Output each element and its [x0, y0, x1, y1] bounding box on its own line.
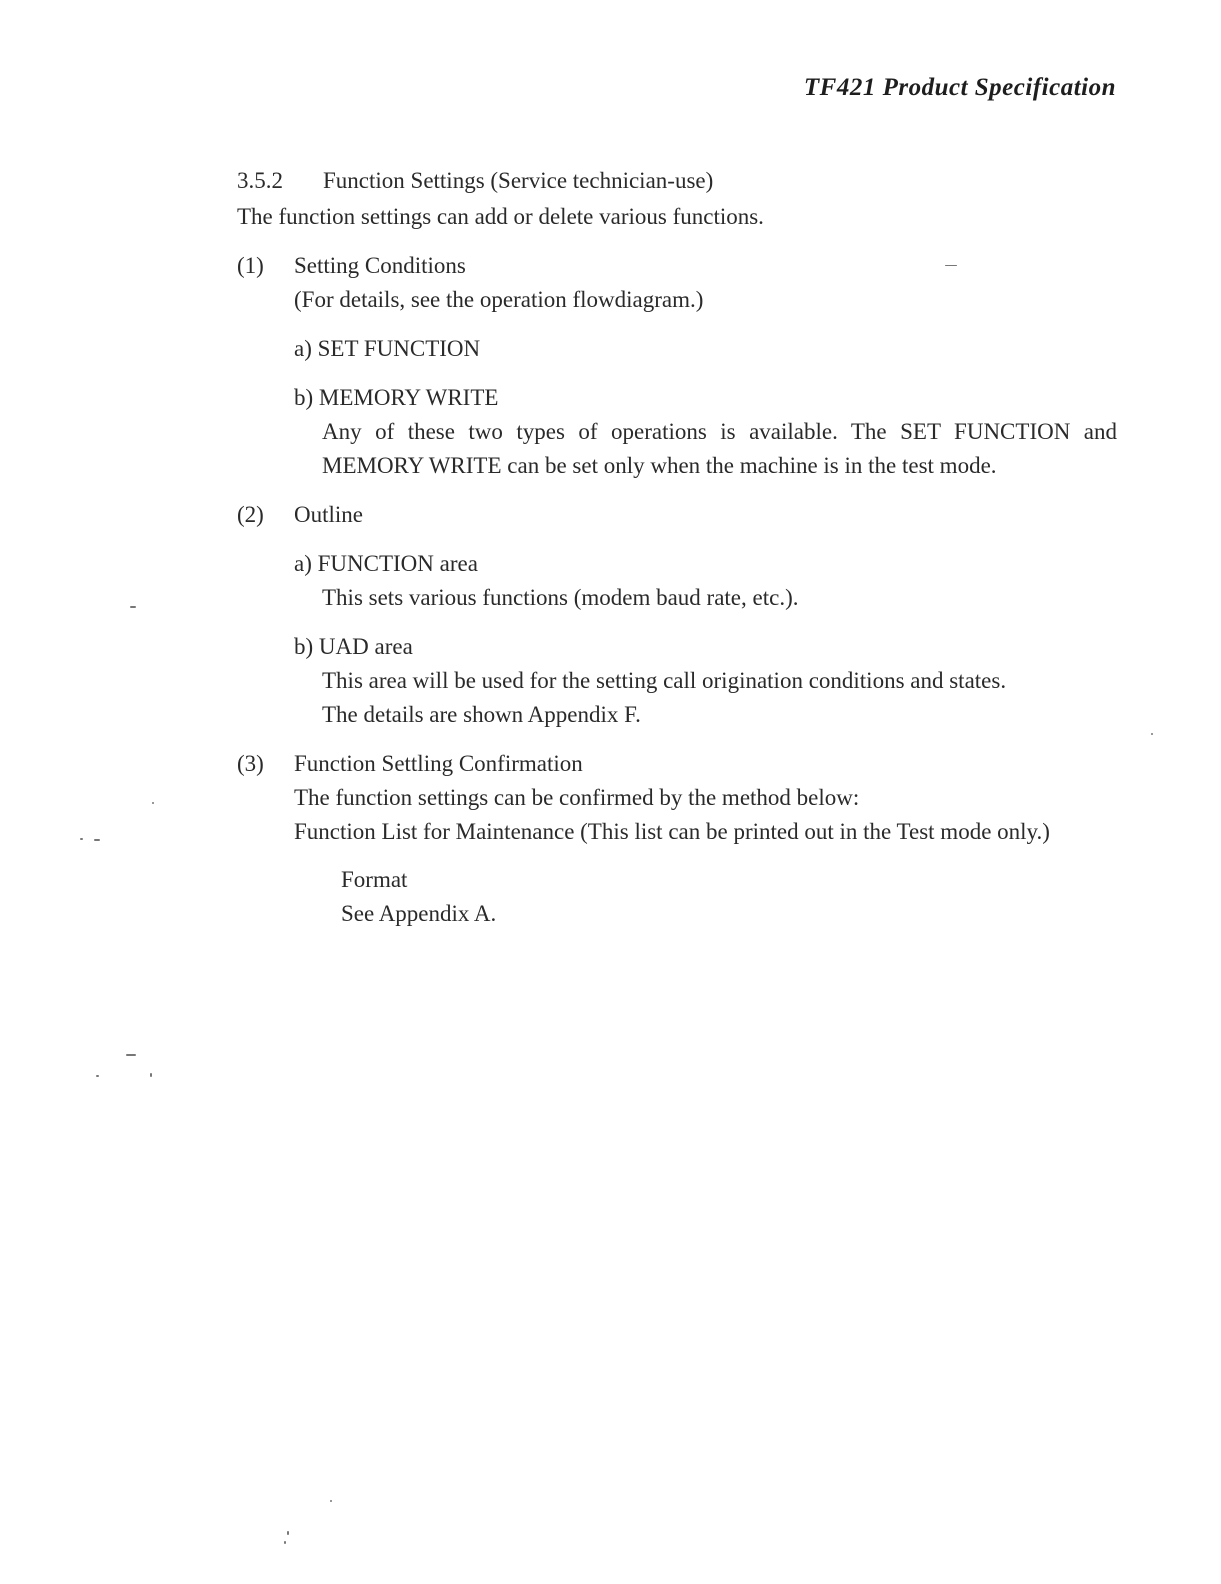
subitem-text: This area will be used for the setting call origination conditions and states. — [322, 668, 1007, 693]
subitem-set-function — [294, 332, 1117, 366]
scan-speck — [150, 1073, 152, 1077]
subitem-memory-write — [294, 381, 1117, 483]
scan-speck — [330, 1500, 332, 1502]
scan-speck — [152, 802, 154, 804]
item-title: Outline — [294, 502, 363, 527]
subitem-uad-area — [294, 630, 1117, 732]
scan-speck — [287, 1531, 289, 1535]
item-marker: (1) — [237, 253, 264, 278]
item-text: The function settings can be confirmed by the method below: — [294, 785, 860, 810]
subitem-text: This sets various functions (modem baud rate, etc.). — [322, 585, 799, 610]
section-title: Function Settings (Service technician-use) — [323, 168, 714, 193]
subitem-function-area — [294, 547, 1117, 615]
section-number: 3.5.2 — [237, 168, 283, 193]
scan-speck — [80, 838, 83, 840]
item-function-confirmation — [237, 747, 1117, 931]
scan-speck — [284, 1541, 286, 1544]
item-outline — [237, 498, 1117, 732]
subitem-label: a) SET FUNCTION — [294, 336, 481, 361]
format-label: Format — [341, 867, 408, 892]
format-block — [294, 863, 1117, 931]
subitem-label: a) FUNCTION area — [294, 551, 478, 576]
section-3-5-2 — [237, 164, 1117, 931]
item-note: (For details, see the operation flowdiagram.) — [294, 287, 704, 312]
item-title: Setting Conditions — [294, 253, 466, 278]
scan-speck — [94, 839, 100, 841]
subitem-label: b) MEMORY WRITE — [294, 385, 499, 410]
subitem-label: b) UAD area — [294, 634, 413, 659]
scan-speck — [130, 606, 136, 608]
subitem-text-appendix: The details are shown Appendix F. — [322, 702, 641, 727]
running-header: TF421 Product Specification — [803, 74, 1116, 101]
item-title: Function Settling Confirmation — [294, 751, 583, 776]
scan-speck — [1151, 733, 1153, 735]
scan-speck — [945, 265, 957, 266]
item-setting-conditions — [237, 249, 1117, 483]
item-marker: (3) — [237, 751, 264, 776]
format-reference: See Appendix A. — [341, 901, 497, 926]
scan-speck — [126, 1054, 136, 1056]
subitem-text: Any of these two types of operations is available. The SET FUNCTION and MEMORY WRITE can be set only when the machine is in the test mode. — [322, 419, 1117, 478]
item-text-maintenance: Function List for Maintenance (This list can be printed out in the Test mode only.) — [294, 819, 1050, 844]
section-intro: The function settings can add or delete various functions. — [237, 204, 764, 229]
section-heading — [237, 164, 1117, 198]
scan-speck — [96, 1075, 99, 1077]
item-marker: (2) — [237, 502, 264, 527]
